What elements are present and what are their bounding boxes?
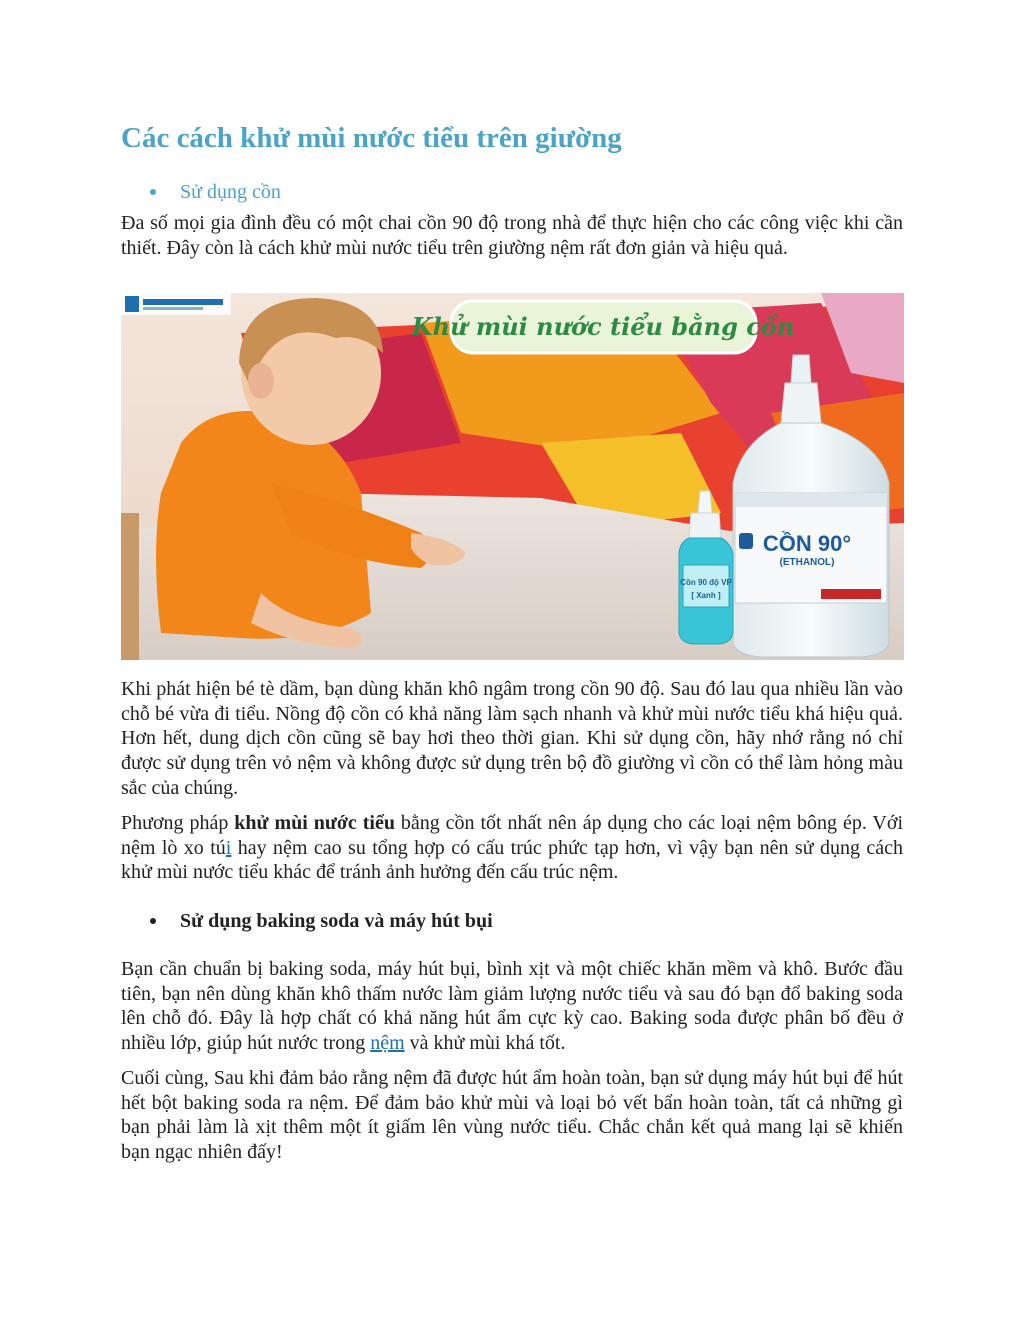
bottle-small-sublabel: [ Xanh ] — [691, 591, 721, 600]
bullet-dot-icon — [150, 189, 156, 195]
baking-soda-paragraph — [121, 957, 903, 1056]
inline-link[interactable]: i — [225, 836, 232, 859]
mattress-link[interactable]: nệm — [370, 1032, 405, 1055]
banner-caption: Khử mùi nước tiểu bằng cồn — [411, 312, 795, 341]
alcohol-method-paragraph: Khi phát hiện bé tè dầm, bạn dùng khăn khô ngâm trong cồn 90 độ. Sau đó lau qua nhiều lần vào chỗ bé vừa đi tiểu. Nồng độ cồn có khả năng làm sạch nhanh và khử mùi nước tiểu khá hiệu quả. Hơn hết, dung dịch cồn cũng sẽ bay hơi theo thời gian. Khi sử dụng cồn, hãy nhớ rằng nó chỉ được sử dụng trên vỏ nệm và không được sử dụng trên bộ đồ giường vì cồn có thể làm hỏng màu sắc của chúng. — [121, 678, 903, 799]
para-text: hay nệm cao su tổng hợp có cấu trúc phức tạp hơn, vì vậy bạn nên sử dụng cách khử mùi nước tiểu khác để tránh ảnh hưởng đến cấu trúc nệm. — [121, 836, 904, 884]
bullet-item-alcohol — [150, 178, 850, 206]
article-image — [121, 293, 904, 660]
bullet-label: Sử dụng cồn — [180, 181, 281, 203]
bullet-label: Sử dụng baking soda và máy hút bụi — [180, 910, 493, 932]
bottle-large-label: CỒN 90° — [762, 531, 852, 556]
bullet-item-baking-soda — [150, 907, 850, 935]
intro-paragraph: Đa số mọi gia đình đều có một chai cồn 90 độ trong nhà để thực hiện cho các công việc khi cần thiết. Đây còn là cách khử mùi nước tiểu trên giường nệm rất đơn giản và hiệu quả. — [121, 212, 903, 259]
para-text: và khử mùi khá tốt. — [404, 1032, 566, 1055]
para-text: Phương pháp — [121, 812, 235, 834]
bullet-dot-icon — [150, 918, 156, 924]
para-text: bằng cồn tốt nhất nên áp dụng cho các loại nệm bông ép. Với nệm lò xo tú — [121, 812, 904, 859]
bottle-small-label: Cồn 90 độ VP — [680, 578, 732, 587]
page-title: Các cách khử mùi nước tiểu trên giường — [121, 122, 622, 154]
para-text: Bạn cần chuẩn bị baking soda, máy hút bụi, bình xịt và một chiếc khăn mềm và khô. Bước đầu tiên, bạn nên dùng khăn khô thấm nước làm giảm lượng nước tiểu và sau đó bạn đổ baking soda lên chỗ đó. Đây là hợp chất có khả năng hút ẩm cực kỳ cao. Baking soda được phân bố đều ở nhiều lớp, giúp hút nước trong — [121, 958, 903, 1055]
alcohol-mattress-paragraph — [121, 811, 903, 885]
para-bold-keyword: khử mùi nước tiểu — [234, 812, 395, 834]
bottle-large-sublabel: (ETHANOL) — [779, 557, 835, 568]
final-step-paragraph: Cuối cùng, Sau khi đảm bảo rằng nệm đã được hút ẩm hoàn toàn, bạn sử dụng máy hút bụi để hút hết bột baking soda ra nệm. Để đảm bảo khử mùi và loại bỏ vết bẩn hoàn toàn, tất cả những gì bạn phải làm là xịt thêm một ít giấm lên vùng nước tiểu. Chắc chắn kết quả mang lại sẽ khiến bạn ngạc nhiên đấy! — [121, 1067, 903, 1164]
